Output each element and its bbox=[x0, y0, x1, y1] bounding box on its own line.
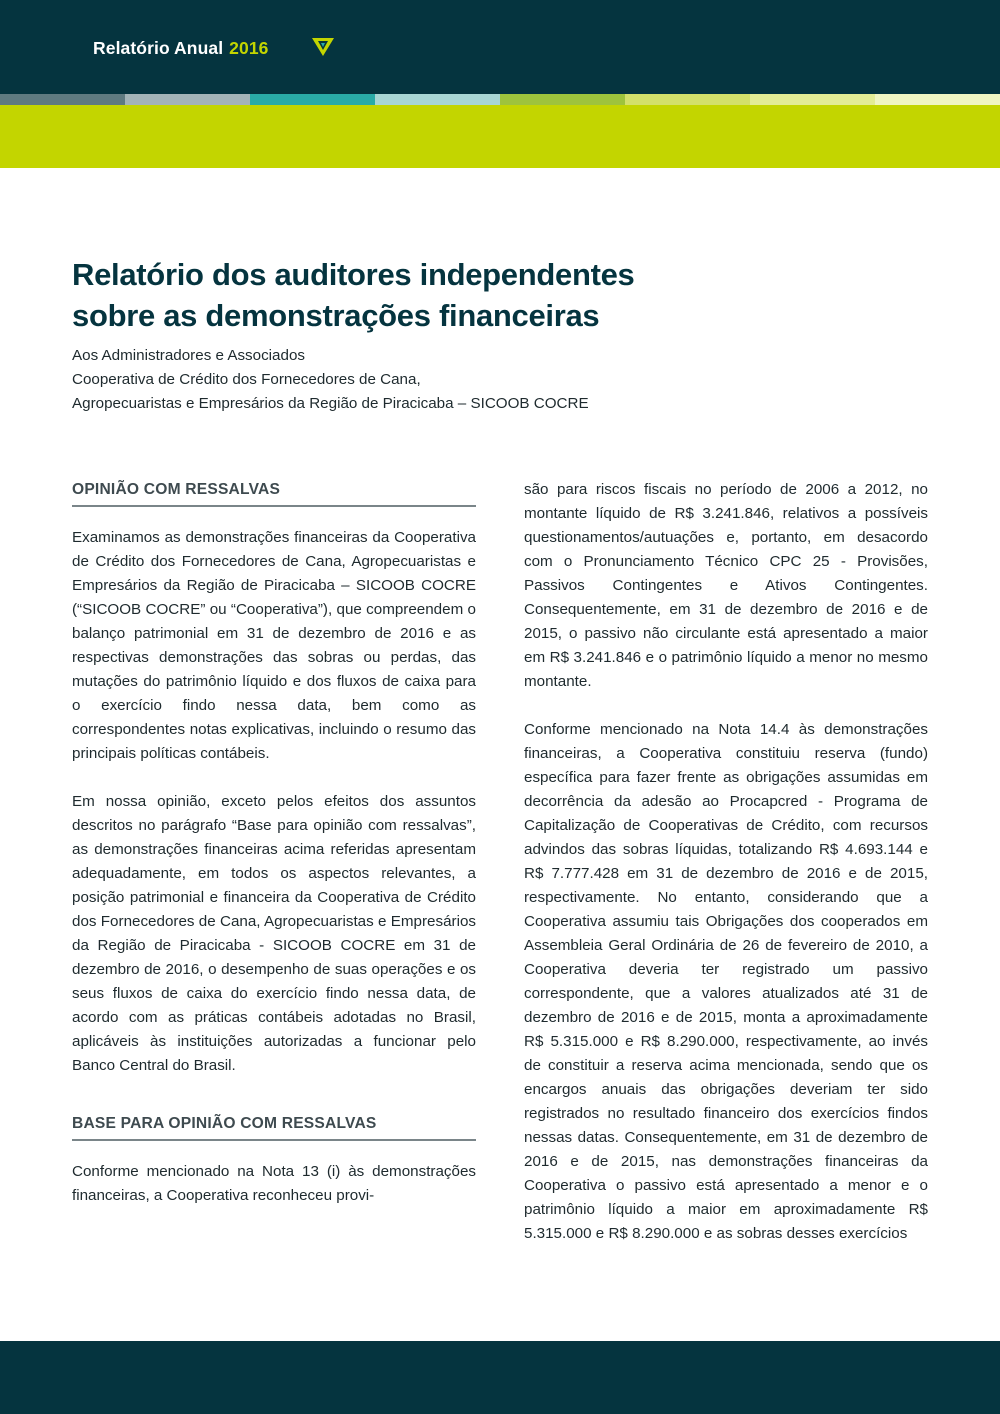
stripe-segment bbox=[0, 94, 125, 105]
section-heading-opiniao: OPINIÃO COM RESSALVAS bbox=[72, 478, 476, 507]
paragraph: Examinamos as demonstrações financeiras da Cooperativa de Crédito dos Fornecedores de Cana, Agropecuaristas e Empresários da Região de Piracicaba – SICOOB COCRE (“SICOOB COCRE” ou “Cooperativa”), que compreendem o balanço patrimonial em 31 de dezembro de 2016 e as respectivas demonstrações das sobras ou perdas, das mutações do patrimônio líquido e dos fluxos de caixa para o exercício findo nessa data, bem como as correspondentes notas explicativas, incluindo o resumo das principais políticas contábeis. bbox=[72, 529, 476, 762]
stripe-segment bbox=[125, 94, 250, 105]
addressee-line: Aos Administradores e Associados bbox=[72, 347, 305, 364]
report-year: 2016 bbox=[229, 37, 269, 58]
section-heading-base: BASE PARA OPINIÃO COM RESSALVAS bbox=[72, 1112, 476, 1141]
color-stripe bbox=[0, 94, 1000, 105]
title-line: Relatório dos auditores independentes bbox=[72, 257, 635, 292]
stripe-segment bbox=[500, 94, 625, 105]
report-brand bbox=[93, 34, 269, 62]
header-band bbox=[0, 0, 1000, 94]
lime-band bbox=[0, 105, 1000, 168]
stripe-segment bbox=[875, 94, 1000, 105]
stripe-segment bbox=[250, 94, 375, 105]
title-line: sobre as demonstrações financeiras bbox=[72, 298, 600, 333]
report-label: Relatório Anual bbox=[93, 37, 224, 58]
paragraph: Conforme mencionado na Nota 14.4 às demonstrações financeiras, a Cooperativa constituiu reserva (fundo) específica para fazer frente as obrigações assumidas em decorrência da adesão ao Procapcred - Programa de Capitalização de Cooperativas de Crédito, com recursos advindos das sobras líquidas, totalizando R$ 4.693.144 e R$ 7.777.428 em 31 de dezembro de 2016 e de 2015, respectivamente. No entanto, considerando que a Cooperativa assumiu tais Obrigações dos cooperados em Assembleia Geral Ordinária de 26 de fevereiro de 2010, a Cooperativa deveria ter registrado um passivo correspondente, que a valores atualizados até 31 de dezembro de 2016 e de 2015, monta a aproximadamente R$ 5.315.000 e R$ 8.290.000, respectivamente, ao invés de constituir a reserva acima mencionada, sendo que os encargos anuais das obrigações deveriam ter sido registrados no resultado financeiro dos exercícios findos nessas datas. Consequentemente, em 31 de dezembro de 2016 e de 2015, nas demonstrações financeiras da Cooperativa o passivo está apresentado a menor e o patrimônio líquido a maior em aproximadamente R$ 5.315.000 e R$ 8.290.000 e as sobras desses exercícios bbox=[524, 721, 928, 1242]
paragraph: Conforme mencionado na Nota 13 (i) às demonstrações financeiras, a Cooperativa reconheceu provi- bbox=[72, 1163, 476, 1204]
triangle-leaf-icon bbox=[312, 38, 334, 56]
paragraph: Em nossa opinião, exceto pelos efeitos dos assuntos descritos no parágrafo “Base para opinião com ressalvas”, as demonstrações financeiras acima referidas apresentam adequadamente, em todos os aspectos relevantes, a posição patrimonial e financeira da Cooperativa de Crédito dos Fornecedores de Cana, Agropecuaristas e Empresários da Região de Piracicaba - SICOOB COCRE em 31 de dezembro de 2016, o desempenho de suas operações e os seus fluxos de caixa do exercício findo nessa data, de acordo com as práticas contábeis adotadas no Brasil, aplicáveis às instituições autorizadas a funcionar pelo Banco Central do Brasil. bbox=[72, 793, 476, 1074]
left-column bbox=[72, 478, 476, 1208]
page-title bbox=[72, 254, 932, 336]
addressee-block bbox=[72, 344, 932, 416]
stripe-segment bbox=[625, 94, 750, 105]
stripe-segment bbox=[750, 94, 875, 105]
footer-band bbox=[0, 1341, 1000, 1414]
right-column bbox=[524, 478, 928, 1246]
addressee-line: Agropecuaristas e Empresários da Região de Piracicaba – SICOOB COCRE bbox=[72, 395, 589, 412]
paragraph: são para riscos fiscais no período de 2006 a 2012, no montante líquido de R$ 3.241.846, relativos a possíveis questionamentos/autuações e, portanto, em desacordo com o Pronunciamento Técnico CPC 25 - Provisões, Passivos Contingentes e Ativos Contingentes. Consequentemente, em 31 de dezembro de 2016 e de 2015, o passivo não circulante está apresentado a maior em R$ 3.241.846 e o patrimônio líquido a menor no mesmo montante. bbox=[524, 481, 928, 690]
stripe-segment bbox=[375, 94, 500, 105]
addressee-line: Cooperativa de Crédito dos Fornecedores de Cana, bbox=[72, 371, 421, 388]
